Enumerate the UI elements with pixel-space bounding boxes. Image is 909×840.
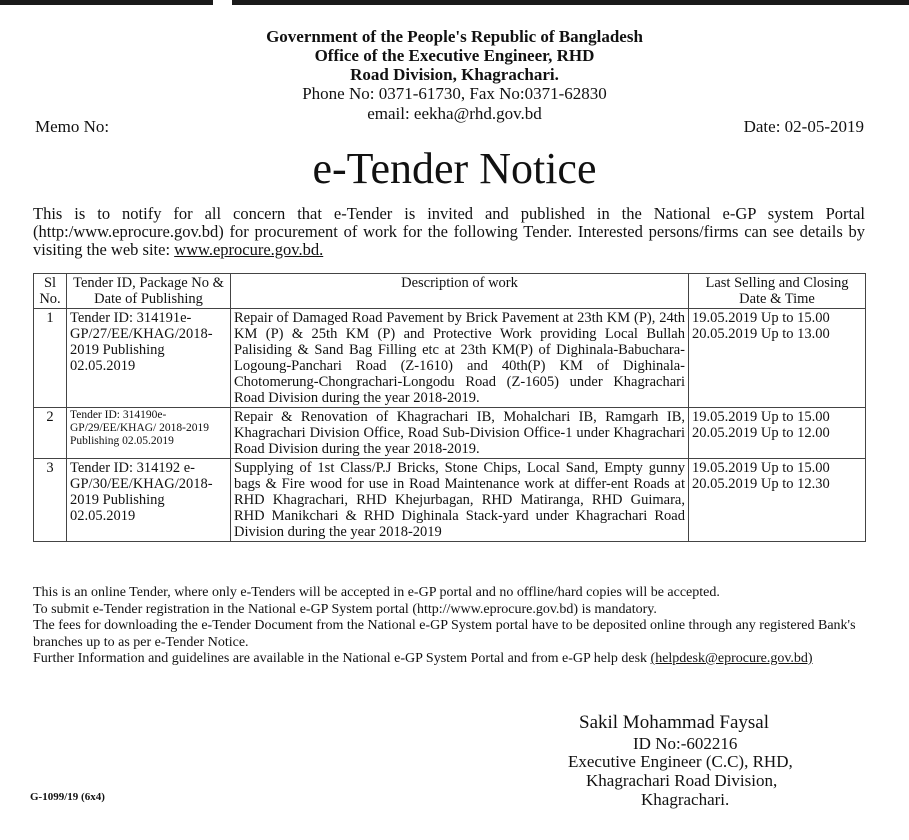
- table-row: [34, 408, 866, 459]
- row-tender-id: Tender ID: 314192 e-GP/30/EE/KHAG/2018-2019 Publishing 02.05.2019: [67, 459, 231, 542]
- row-date-selling: 19.05.2019 Up to 15.00: [692, 310, 830, 326]
- table-header-row: [34, 274, 866, 309]
- notes-section: [33, 585, 865, 668]
- header-line-2: Office of the Executive Engineer, RHD: [314, 46, 595, 65]
- row-sl: 3: [34, 459, 67, 542]
- note-registration: To submit e-Tender registration in the National e-GP System portal (http://www.eprocure.gov.bd) is mandatory.: [33, 601, 657, 617]
- row-description: Supplying of 1st Class/P.J Bricks, Stone Chips, Local Sand, Empty gunny bags & Fire wood for use in Road Maintenance work at differ-ent Roads at RHD Khagrachari, RHD Khejurbagan, RHD Matiranga, RHD Guimara, RHD Manikchari & RHD Dighinala Stack-yard under Khagrachari Road Division during the year 2018-2019: [231, 459, 689, 542]
- memo-label: Memo No:: [35, 117, 110, 136]
- page-title: e-Tender Notice: [312, 144, 597, 193]
- signatory-place: Khagrachari.: [641, 790, 730, 809]
- intro-website-link[interactable]: www.eprocure.gov.bd.: [174, 240, 324, 259]
- note-further-info: [33, 651, 865, 668]
- note-fees: The fees for downloading the e-Tender Document from the National e-GP System portal have to be deposited online through any registered Bank's branches up to as per e-Tender Notice.: [33, 618, 856, 650]
- intro-text: This is to notify for all concern that e-Tender is invited and published in the National e-GP system Portal (http:/www.eprocure.gov.bd) for procurement of work for the following Tender. Interested persons/firms can see details by visiting the web site:: [33, 204, 865, 259]
- header-sl: Sl No.: [34, 274, 67, 309]
- header-description: Description of work: [231, 274, 689, 309]
- intro-paragraph: [33, 205, 865, 259]
- row-tender-id: Tender ID: 314191e-GP/27/EE/KHAG/2018-2019 Publishing 02.05.2019: [67, 309, 231, 408]
- row-date-selling: 19.05.2019 Up to 15.00: [692, 409, 830, 425]
- row-date-closing: 20.05.2019 Up to 12.30: [692, 476, 830, 492]
- ad-code: G-1099/19 (6x4): [30, 791, 105, 803]
- header-tender: Tender ID, Package No & Date of Publishing: [67, 274, 231, 309]
- signatory-division: Khagrachari Road Division,: [586, 771, 778, 790]
- row-sl: 2: [34, 408, 67, 459]
- row-date-closing: 20.05.2019 Up to 12.00: [692, 425, 830, 441]
- signatory-designation: Executive Engineer (C.C), RHD,: [568, 752, 793, 771]
- row-dates: [689, 459, 866, 542]
- signatory-id: ID No:-602216: [633, 734, 738, 753]
- top-border-left: [0, 0, 213, 5]
- notice-date: Date: 02-05-2019: [743, 117, 864, 136]
- header-email: email: eekha@rhd.gov.bd: [367, 104, 542, 123]
- table-row: [34, 309, 866, 408]
- table-row: [34, 459, 866, 542]
- letterhead: [0, 27, 909, 124]
- row-date-closing: 20.05.2019 Up to 13.00: [692, 326, 830, 342]
- row-dates: [689, 408, 866, 459]
- row-date-selling: 19.05.2019 Up to 15.00: [692, 460, 830, 476]
- row-tender-id: Tender ID: 314190e-GP/29/EE/KHAG/ 2018-2019 Publishing 02.05.2019: [67, 408, 231, 459]
- note-online-tender: This is an online Tender, where only e-Tenders will be accepted in e-GP portal and no offline/hard copies will be accepted.: [33, 585, 720, 600]
- header-dates: Last Selling and Closing Date & Time: [689, 274, 866, 309]
- header-line-3: Road Division, Khagrachari.: [350, 65, 559, 84]
- row-description: Repair & Renovation of Khagrachari IB, Mohalchari IB, Ramgarh IB, Khagrachari Division Office, Road Sub-Division Office-1 under Khagrachari Road Division during the year 2018-2019.: [231, 408, 689, 459]
- header-line-1: Government of the People's Republic of Bangladesh: [266, 27, 643, 46]
- row-sl: 1: [34, 309, 67, 408]
- row-description: Repair of Damaged Road Pavement by Brick Pavement at 23th KM (P), 24th KM (P) & 25th KM (P) and Protective Work providing Local Bullah Palisiding & Sand Bag Filling etc at 23th KM(P) of Dighinala-Babuchara-Logoung-Panchari Road (Z-1610) and 40th(P) KM of Dighinala-Chotomerung-Chongrachari-Longodu Road (Z-1605) under Khagrachari Road Division during the year 2018-2019.: [231, 309, 689, 408]
- signatory-name: Sakil Mohammad Faysal: [579, 712, 769, 733]
- helpdesk-email-link[interactable]: (helpdesk@eprocure.gov.bd): [650, 651, 813, 666]
- top-border: [0, 0, 909, 6]
- header-phone: Phone No: 0371-61730, Fax No:0371-62830: [302, 84, 607, 103]
- note-further-info-text: Further Information and guidelines are available in the National e-GP System Portal and from e-GP help desk: [33, 651, 651, 666]
- top-border-right: [232, 0, 909, 5]
- row-dates: [689, 309, 866, 408]
- tender-table: [33, 273, 866, 542]
